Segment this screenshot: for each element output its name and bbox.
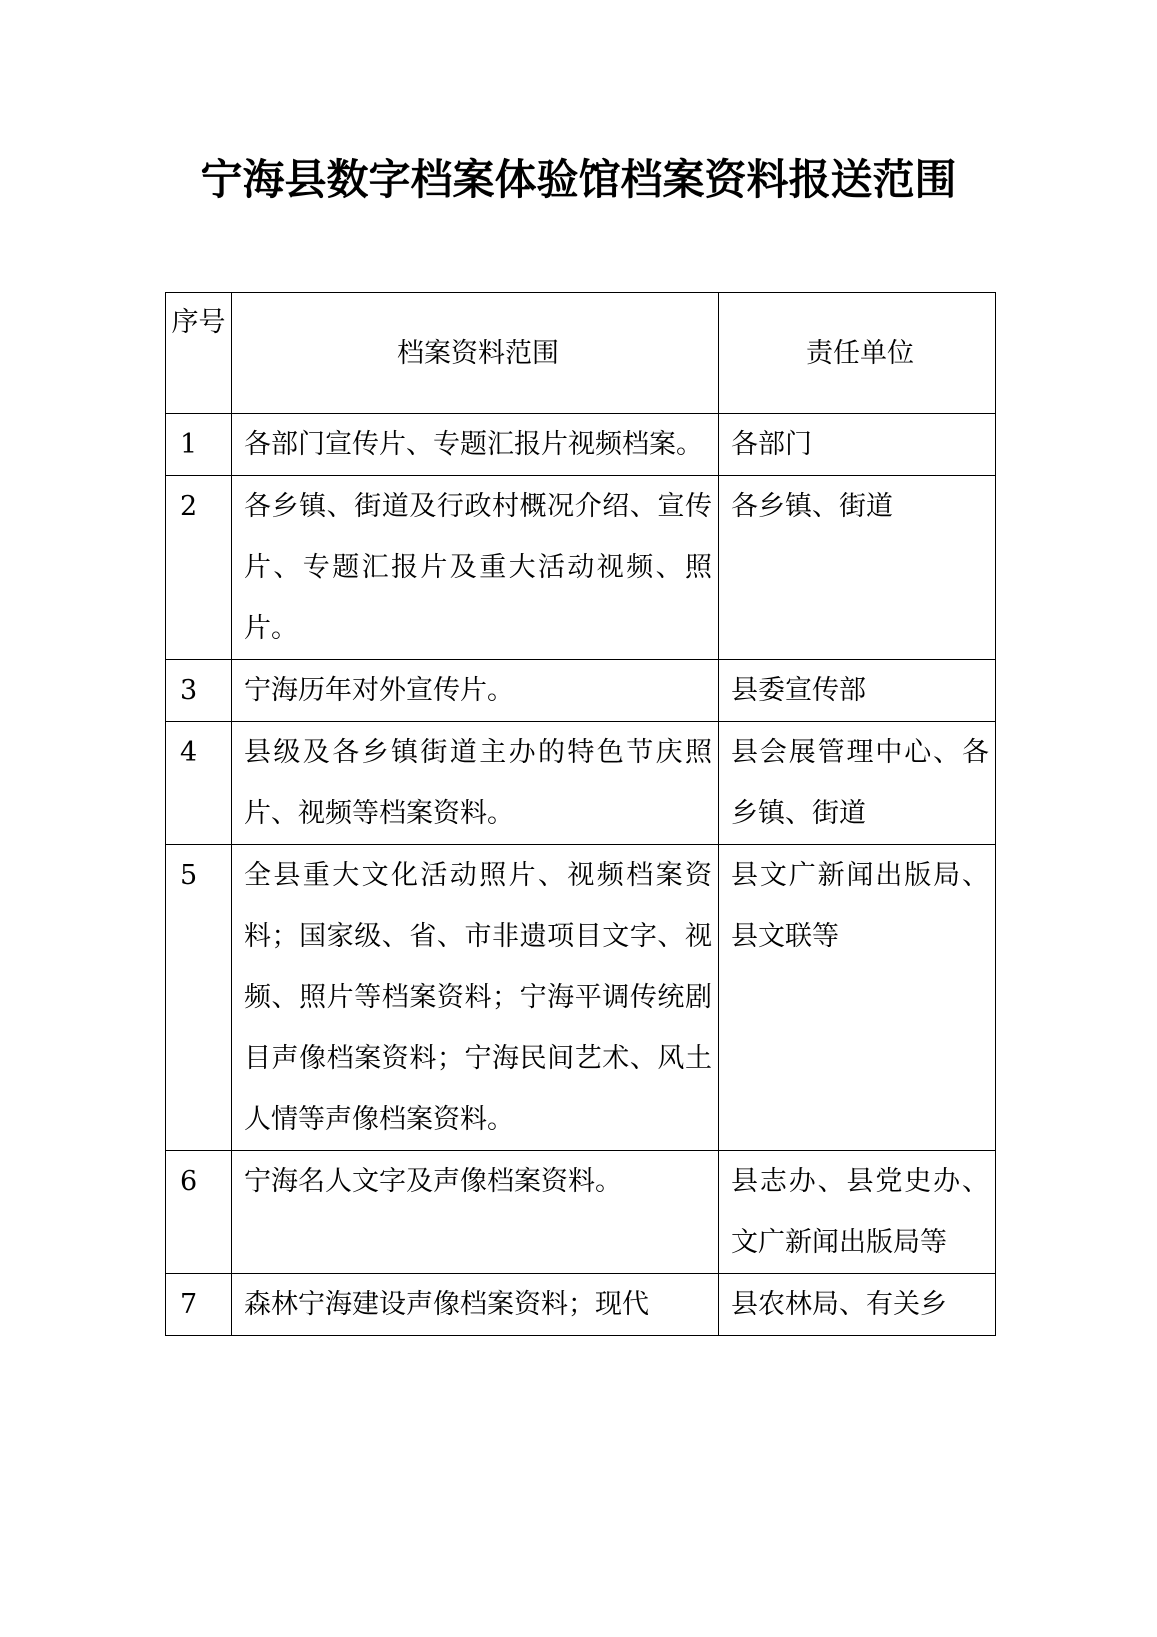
row-scope: 各部门宣传片、专题汇报片视频档案。 xyxy=(232,414,719,476)
header-responsible-unit: 责任单位 xyxy=(719,293,996,414)
table-row xyxy=(166,845,996,1151)
row-unit: 县会展管理中心、各乡镇、街道 xyxy=(719,722,996,845)
table-row xyxy=(166,1151,996,1274)
row-scope: 县级及各乡镇街道主办的特色节庆照片、视频等档案资料。 xyxy=(232,722,719,845)
archive-scope-table xyxy=(165,292,996,1336)
row-unit: 县委宣传部 xyxy=(719,660,996,722)
row-number: 2 xyxy=(166,476,232,660)
table-row xyxy=(166,1274,996,1336)
table-row xyxy=(166,660,996,722)
row-number: 5 xyxy=(166,845,232,1151)
document-title: 宁海县数字档案体验馆档案资料报送范围 xyxy=(200,155,957,204)
table-row xyxy=(166,414,996,476)
row-number: 3 xyxy=(166,660,232,722)
row-scope: 宁海名人文字及声像档案资料。 xyxy=(232,1151,719,1274)
row-unit: 各部门 xyxy=(719,414,996,476)
table-row xyxy=(166,476,996,660)
row-scope: 宁海历年对外宣传片。 xyxy=(232,660,719,722)
row-scope: 各乡镇、街道及行政村概况介绍、宣传片、专题汇报片及重大活动视频、照片。 xyxy=(232,476,719,660)
row-unit: 各乡镇、街道 xyxy=(719,476,996,660)
header-archive-scope: 档案资料范围 xyxy=(232,293,719,414)
row-number: 4 xyxy=(166,722,232,845)
row-number: 6 xyxy=(166,1151,232,1274)
row-number: 7 xyxy=(166,1274,232,1336)
row-scope: 森林宁海建设声像档案资料；现代 xyxy=(232,1274,719,1336)
row-scope: 全县重大文化活动照片、视频档案资料；国家级、省、市非遗项目文字、视频、照片等档案资料；宁海平调传统剧目声像档案资料；宁海民间艺术、风土人情等声像档案资料。 xyxy=(232,845,719,1151)
row-unit: 县农林局、有关乡 xyxy=(719,1274,996,1336)
table-header-row xyxy=(166,293,996,414)
table-row xyxy=(166,722,996,845)
row-number: 1 xyxy=(166,414,232,476)
header-serial-number: 序号 xyxy=(166,293,232,414)
row-unit: 县文广新闻出版局、县文联等 xyxy=(719,845,996,1151)
row-unit: 县志办、县党史办、文广新闻出版局等 xyxy=(719,1151,996,1274)
